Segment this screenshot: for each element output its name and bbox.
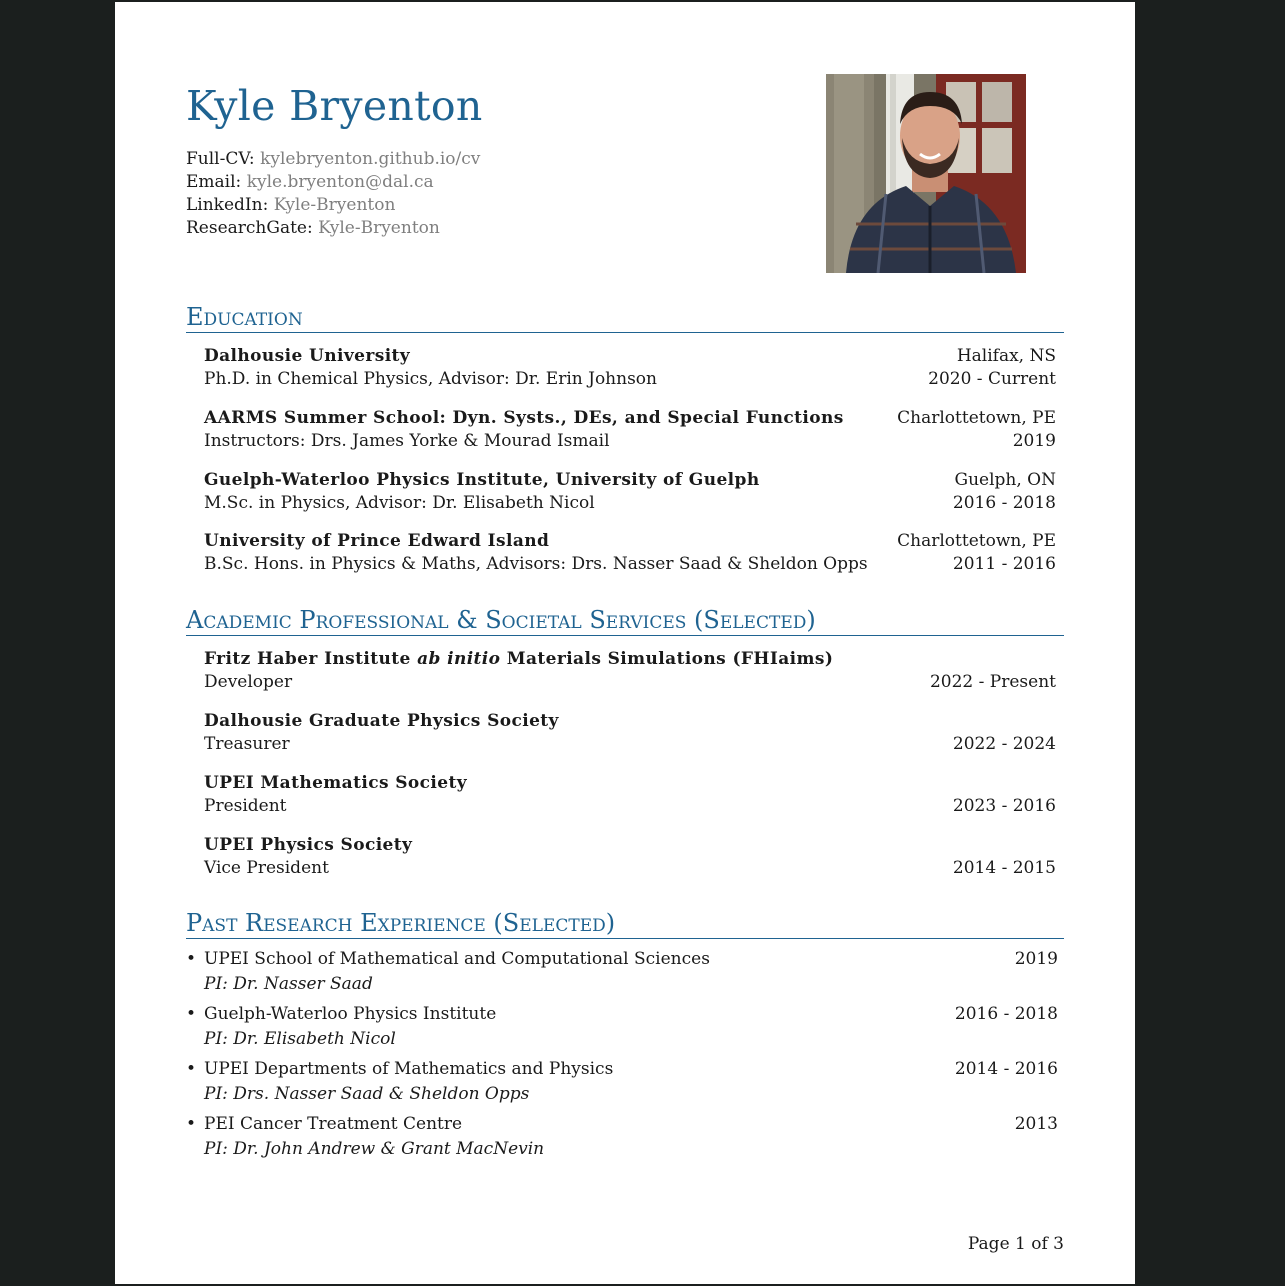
service-org-text: Materials Simulations (FHIaims) bbox=[500, 649, 834, 669]
research-place: PEI Cancer Treatment Centre bbox=[204, 1114, 463, 1134]
service-role: Treasurer bbox=[204, 734, 290, 754]
education-entry bbox=[204, 345, 1056, 391]
service-organization bbox=[204, 648, 833, 671]
education-location: Charlottetown, PE bbox=[897, 408, 1056, 428]
research-place: UPEI Departments of Mathematics and Physics bbox=[204, 1059, 614, 1079]
education-location: Charlottetown, PE bbox=[897, 531, 1056, 551]
service-org-italic: ab initio bbox=[417, 649, 501, 669]
contact-label: Email: bbox=[186, 172, 242, 192]
education-institution: AARMS Summer School: Dyn. Systs., DEs, and Special Functions bbox=[204, 408, 844, 428]
profile-photo bbox=[826, 74, 1026, 273]
contact-full-cv bbox=[186, 148, 480, 171]
service-organization: UPEI Physics Society bbox=[204, 835, 413, 855]
education-institution: Dalhousie University bbox=[204, 346, 411, 366]
research-dates: 2016 - 2018 bbox=[954, 1004, 1058, 1024]
research-dates: 2013 bbox=[1014, 1114, 1058, 1134]
service-organization: UPEI Mathematics Society bbox=[204, 773, 468, 793]
service-role: Vice President bbox=[204, 858, 329, 878]
service-role: President bbox=[204, 796, 287, 816]
service-dates: 2014 - 2015 bbox=[952, 858, 1056, 878]
contact-label: LinkedIn: bbox=[186, 195, 269, 215]
research-place: UPEI School of Mathematical and Computational Sciences bbox=[204, 949, 710, 969]
service-entry bbox=[204, 648, 1056, 694]
service-dates: 2022 - 2024 bbox=[952, 734, 1056, 754]
bullet-icon: • bbox=[186, 1114, 197, 1134]
profile-photo-illustration bbox=[826, 74, 1026, 273]
bullet-icon: • bbox=[186, 949, 197, 969]
contact-linkedin bbox=[186, 194, 480, 217]
email-link[interactable]: kyle.bryenton@dal.ca bbox=[246, 172, 434, 192]
section-title-research: Past Research Experience (Selected) bbox=[186, 908, 1064, 939]
research-dates: 2019 bbox=[1014, 949, 1058, 969]
education-institution: Guelph-Waterloo Physics Institute, University of Guelph bbox=[204, 470, 760, 490]
service-dates: 2022 - Present bbox=[929, 672, 1056, 692]
research-pi: PI: Drs. Nasser Saad & Sheldon Opps bbox=[204, 1084, 530, 1104]
service-role: Developer bbox=[204, 672, 293, 692]
service-entry bbox=[204, 710, 1056, 756]
linkedin-link[interactable]: Kyle-Bryenton bbox=[273, 195, 396, 215]
research-pi: PI: Dr. Nasser Saad bbox=[204, 974, 373, 994]
service-dates: 2023 - 2016 bbox=[952, 796, 1056, 816]
full-cv-link[interactable]: kylebryenton.github.io/cv bbox=[260, 149, 481, 169]
education-detail: Instructors: Drs. James Yorke & Mourad Ismail bbox=[204, 431, 610, 451]
education-institution: University of Prince Edward Island bbox=[204, 531, 550, 551]
research-pi: PI: Dr. Elisabeth Nicol bbox=[204, 1029, 396, 1049]
researchgate-link[interactable]: Kyle-Bryenton bbox=[318, 218, 440, 238]
research-item bbox=[186, 1057, 1058, 1107]
education-entry bbox=[204, 530, 1056, 576]
service-entry bbox=[204, 772, 1056, 818]
cv-page bbox=[115, 2, 1135, 1284]
research-item bbox=[186, 1002, 1058, 1052]
service-entry bbox=[204, 834, 1056, 880]
education-detail: Ph.D. in Chemical Physics, Advisor: Dr. Erin Johnson bbox=[204, 369, 657, 389]
contact-block bbox=[186, 148, 480, 240]
contact-researchgate bbox=[186, 217, 480, 240]
research-dates: 2014 - 2016 bbox=[954, 1059, 1058, 1079]
candidate-name: Kyle Bryenton bbox=[186, 82, 483, 130]
education-dates: 2016 - 2018 bbox=[952, 493, 1056, 513]
research-place: Guelph-Waterloo Physics Institute bbox=[204, 1004, 497, 1024]
education-dates: 2011 - 2016 bbox=[952, 554, 1056, 574]
education-location: Guelph, ON bbox=[954, 470, 1056, 490]
education-entry bbox=[204, 407, 1056, 453]
research-item bbox=[186, 1112, 1058, 1162]
section-title-education: Education bbox=[186, 302, 1064, 333]
service-org-text: Fritz Haber Institute bbox=[204, 649, 418, 669]
education-detail: M.Sc. in Physics, Advisor: Dr. Elisabeth Nicol bbox=[204, 493, 595, 513]
bullet-icon: • bbox=[186, 1059, 197, 1079]
service-organization: Dalhousie Graduate Physics Society bbox=[204, 711, 559, 731]
bullet-icon: • bbox=[186, 1004, 197, 1024]
section-title-services: Academic Professional & Societal Services (Selected) bbox=[186, 605, 1064, 636]
contact-label: ResearchGate: bbox=[186, 218, 313, 238]
contact-label: Full-CV: bbox=[186, 149, 255, 169]
page-number: Page 1 of 3 bbox=[967, 1234, 1064, 1254]
education-entry bbox=[204, 469, 1056, 515]
research-item bbox=[186, 947, 1058, 997]
contact-email bbox=[186, 171, 480, 194]
education-location: Halifax, NS bbox=[956, 346, 1056, 366]
education-detail: B.Sc. Hons. in Physics & Maths, Advisors: Drs. Nasser Saad & Sheldon Opps bbox=[204, 554, 868, 574]
education-dates: 2020 - Current bbox=[928, 369, 1056, 389]
research-pi: PI: Dr. John Andrew & Grant MacNevin bbox=[204, 1139, 545, 1159]
education-dates: 2019 bbox=[1012, 431, 1056, 451]
